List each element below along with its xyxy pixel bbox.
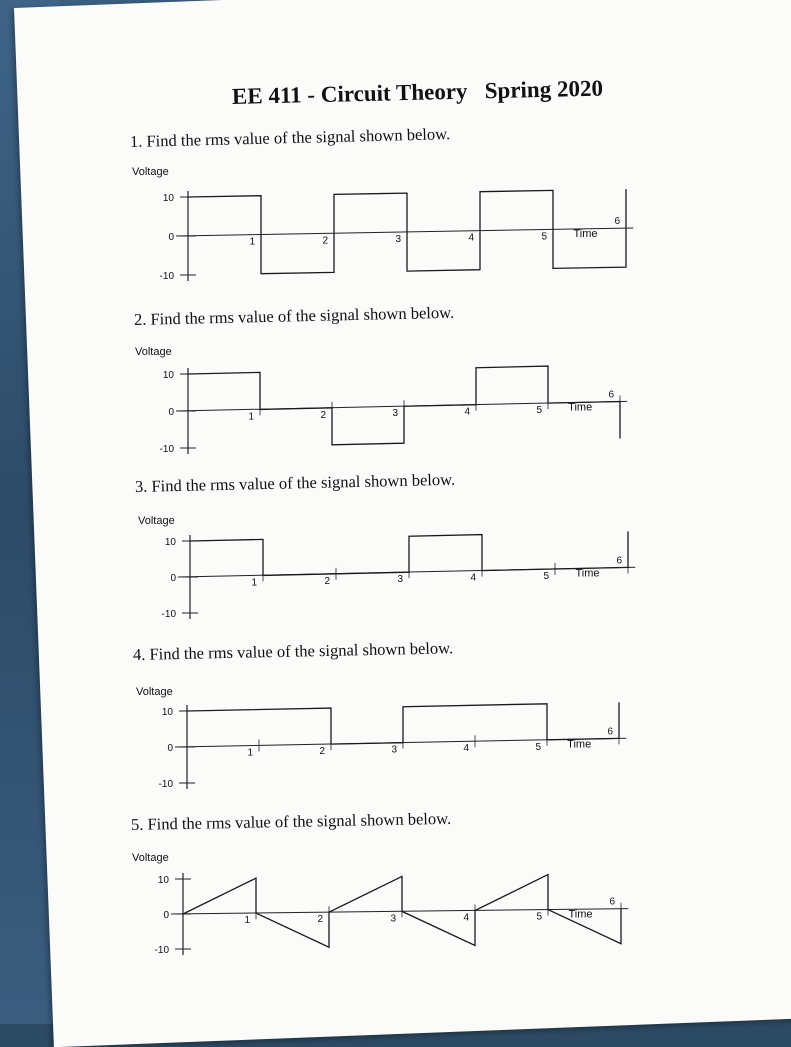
question-1: 1. Find the rms value of the signal shown below. bbox=[129, 124, 451, 151]
y-tick-label: 0 bbox=[168, 232, 174, 243]
x-tick-label: 6 bbox=[608, 389, 614, 401]
chart-1 bbox=[132, 166, 633, 282]
signal-waveform bbox=[187, 702, 619, 744]
y-tick-label: 0 bbox=[163, 910, 169, 921]
x-tick-label: 2 bbox=[324, 575, 330, 587]
x-tick-label: 3 bbox=[390, 913, 396, 925]
y-tick-label: -10 bbox=[161, 609, 176, 620]
x-axis-label: Time bbox=[567, 738, 592, 751]
x-tick-label: 5 bbox=[536, 405, 542, 417]
x-tick-label: 2 bbox=[322, 235, 328, 247]
y-axis-label: Voltage bbox=[135, 346, 172, 358]
x-tick-label: 3 bbox=[395, 234, 401, 246]
y-tick-label: 10 bbox=[157, 875, 169, 886]
x-tick-label: 6 bbox=[614, 216, 620, 228]
x-axis-label: Time bbox=[575, 567, 600, 580]
y-tick-label: 10 bbox=[161, 707, 173, 718]
x-axis-label: Time bbox=[568, 401, 593, 414]
question-2: 2. Find the rms value of the signal shown below. bbox=[133, 302, 455, 329]
y-tick-label: 0 bbox=[170, 573, 176, 584]
question-4: 4. Find the rms value of the signal shown below. bbox=[132, 638, 454, 664]
y-axis-label: Voltage bbox=[136, 686, 173, 698]
y-axis-label: Voltage bbox=[132, 852, 169, 864]
chart-5 bbox=[132, 852, 628, 956]
chart-3 bbox=[138, 515, 635, 620]
signal-waveform bbox=[183, 875, 621, 948]
x-tick-label: 1 bbox=[247, 747, 253, 759]
x-tick-label: 4 bbox=[464, 406, 470, 418]
x-tick-label: 5 bbox=[541, 231, 547, 243]
x-tick-label: 1 bbox=[249, 236, 255, 248]
y-tick-label: 0 bbox=[168, 407, 174, 418]
x-tick-label: 4 bbox=[463, 912, 469, 924]
x-tick-label: 5 bbox=[536, 911, 542, 923]
y-tick-label: 10 bbox=[162, 193, 174, 204]
chart-4 bbox=[136, 686, 626, 790]
y-tick-label: 10 bbox=[162, 370, 174, 381]
x-tick-label: 4 bbox=[463, 743, 469, 755]
y-tick-label: -10 bbox=[158, 779, 173, 790]
y-tick-label: -10 bbox=[154, 945, 169, 956]
x-axis-label: Time bbox=[573, 228, 598, 241]
x-axis bbox=[176, 228, 633, 236]
x-tick-label: 1 bbox=[248, 411, 254, 423]
x-axis bbox=[171, 909, 628, 914]
y-axis-label: Voltage bbox=[138, 515, 175, 527]
x-tick-label: 3 bbox=[392, 408, 398, 420]
question-5: 5. Find the rms value of the signal shown below. bbox=[130, 808, 452, 834]
x-tick-label: 5 bbox=[543, 570, 549, 582]
y-tick-label: -10 bbox=[159, 271, 174, 282]
x-tick-label: 6 bbox=[609, 896, 615, 908]
x-tick-label: 3 bbox=[397, 574, 403, 586]
x-axis-label: Time bbox=[568, 908, 593, 921]
x-tick-label: 2 bbox=[317, 914, 323, 926]
x-tick-label: 6 bbox=[616, 555, 622, 567]
x-tick-label: 6 bbox=[607, 726, 613, 738]
x-tick-label: 5 bbox=[535, 741, 541, 753]
y-tick-label: 0 bbox=[167, 743, 173, 754]
x-tick-label: 1 bbox=[244, 915, 250, 927]
question-3: 3. Find the rms value of the signal shown below. bbox=[134, 469, 456, 496]
signal-waveform bbox=[190, 531, 628, 575]
chart-2 bbox=[135, 346, 627, 455]
x-tick-label: 4 bbox=[468, 232, 474, 244]
y-axis-label: Voltage bbox=[132, 166, 169, 178]
x-tick-label: 4 bbox=[470, 572, 476, 584]
page-title: EE 411 - Circuit Theory Spring 2020 bbox=[231, 75, 604, 109]
x-tick-label: 2 bbox=[320, 409, 326, 421]
y-tick-label: -10 bbox=[159, 444, 174, 455]
x-tick-label: 2 bbox=[319, 746, 325, 758]
x-tick-label: 1 bbox=[251, 577, 257, 589]
signal-waveform bbox=[188, 189, 626, 274]
y-tick-label: 10 bbox=[164, 537, 176, 548]
x-tick-label: 3 bbox=[391, 744, 397, 756]
